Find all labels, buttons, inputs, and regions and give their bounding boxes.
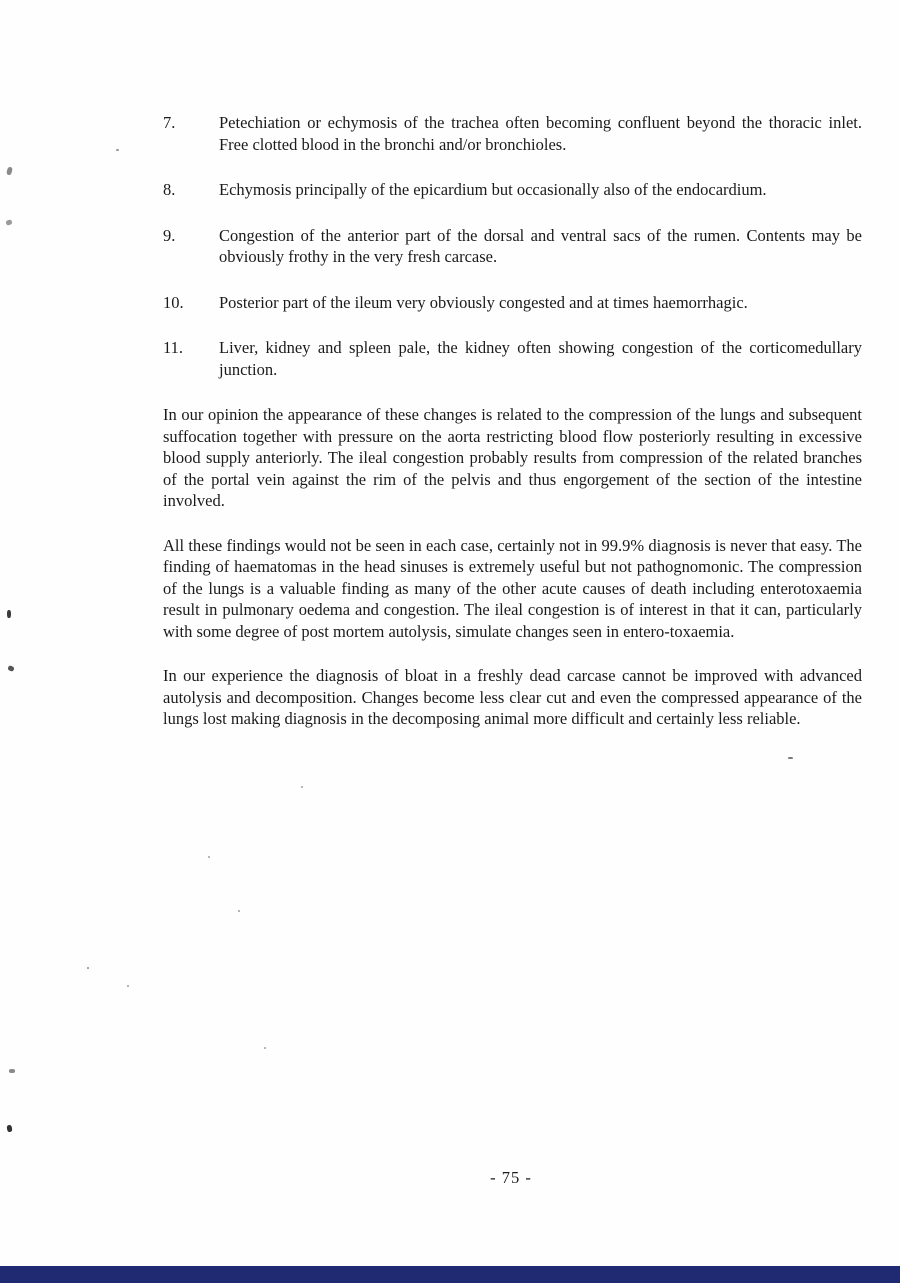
scan-speck <box>9 1069 15 1073</box>
page-number: - 75 - <box>490 1168 532 1187</box>
scan-speck <box>7 665 15 672</box>
scan-speck <box>301 786 303 788</box>
list-item-text: Petechiation or echymosis of the trachea often becoming confluent beyond the thoracic inlet. Free clotted blood in the bronchi and/or bronchioles. <box>219 113 862 154</box>
list-item <box>163 179 862 201</box>
scan-speck <box>208 856 210 858</box>
list-item <box>163 292 862 314</box>
scan-edge-strip <box>0 1266 900 1283</box>
scan-speck <box>6 166 13 175</box>
scan-speck <box>238 910 240 912</box>
body-paragraph: All these findings would not be seen in each case, certainly not in 99.9% diagnosis is never that easy. The finding of haematomas in the head sinuses is extremely useful but not pathognomonic. The compression of the lungs is a valuable finding as many of the other acute causes of death including enterotoxaemia result in pulmonary oedema and congestion. The ileal congestion is of interest in that it can, particularly with some degree of post mortem autolysis, simulate changes seen in entero-toxaemia. <box>163 535 862 641</box>
list-item-number: 10. <box>163 292 184 312</box>
body-paragraph: In our experience the diagnosis of bloat in a freshly dead carcase cannot be improved with advanced autolysis and decomposition. Changes become less clear cut and even the compressed appearance of the lungs lost making diagnosis in the decomposing animal more difficult and certainly less reliable. <box>163 666 862 728</box>
list-item <box>163 337 862 380</box>
list-item-text: Echymosis principally of the epicardium but occasionally also of the endocardium. <box>219 180 767 199</box>
list-item <box>163 225 862 268</box>
scan-speck <box>7 610 11 618</box>
scan-speck <box>87 967 89 969</box>
scan-speck <box>116 149 119 151</box>
list-item-text: Liver, kidney and spleen pale, the kidney often showing congestion of the corticomedullary junction. <box>219 338 862 379</box>
list-item-number: 11. <box>163 338 184 357</box>
list-item-number: 8. <box>163 180 176 199</box>
scan-speck <box>127 985 129 987</box>
list-item-number: 9. <box>163 225 176 245</box>
scan-speck <box>788 757 793 759</box>
list-item-text: Posterior part of the ileum very obviously congested and at times haemorrhagic. <box>219 292 748 312</box>
scan-speck <box>5 219 12 226</box>
document-body <box>163 112 862 753</box>
body-paragraph: In our opinion the appearance of these changes is related to the compression of the lungs and subsequent suffocation together with pressure on the aorta restricting blood flow posteriorly resulting in excessive blood supply anteriorly. The ileal congestion probably results from compression of the related branches of the portal vein against the rim of the pelvis and thus engorgement of the section of the intestine involved. <box>163 405 862 510</box>
scan-speck <box>264 1047 266 1049</box>
list-item-number: 7. <box>163 113 176 132</box>
list-item-text: Congestion of the anterior part of the dorsal and ventral sacs of the rumen. Contents may be obviously frothy in the very fresh carcase. <box>219 225 862 266</box>
scan-speck <box>6 1125 12 1133</box>
list-item <box>163 112 862 155</box>
